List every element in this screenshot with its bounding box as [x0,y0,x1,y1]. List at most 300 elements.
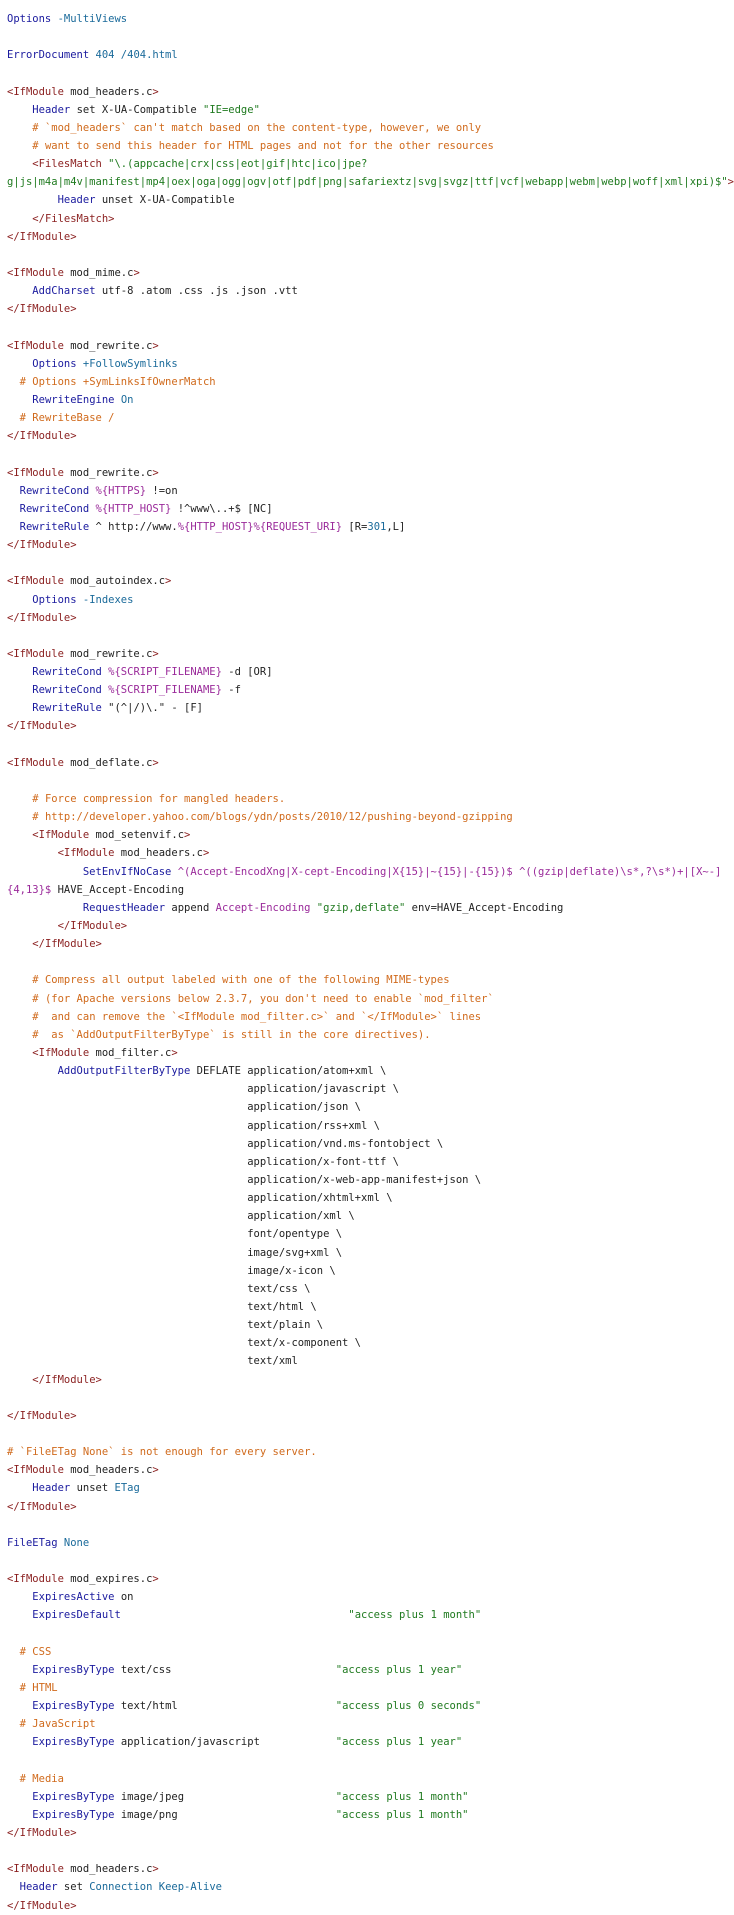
code-token: application/x-font-ttf \ [7,1155,399,1168]
code-token: > [133,266,140,279]
code-line [7,482,706,500]
code-token: RewriteRule [19,520,96,533]
code-token: mod_headers.c [120,847,203,860]
code-token: > [152,1573,159,1586]
code-token: <IfModule [7,575,71,588]
code-line [7,1534,706,1552]
code-token: # `FileETag None` is not enough for every server. [7,1446,317,1459]
code-token [7,104,32,116]
code-token: font/opentype \ [7,1228,343,1241]
code-token [7,1609,32,1621]
code-token: AddCharset [32,285,102,298]
code-token: Header [32,1482,77,1495]
code-line [7,1425,706,1443]
code-token: > [152,339,159,352]
code-token: <IfModule [7,1863,71,1876]
code-token: set [63,1881,90,1894]
code-token: ExpiresByType [32,1808,121,1821]
code-token: "access plus 1 month" [335,1790,469,1803]
code-line [7,155,706,173]
code-line [7,445,706,463]
code-line [7,282,706,300]
code-token: DEFLATE application/atom+xml \ [196,1065,387,1078]
code-token: application/rss+xml \ [7,1119,380,1132]
code-line [7,1280,706,1298]
code-line [7,1298,706,1316]
code-token [7,866,83,878]
code-token: "\.(appcache|crx|css|eot|gif|htc|ico|jpe? [108,158,368,171]
code-token: mod_headers.c [70,85,153,98]
code-token: # RewriteBase / [19,412,115,425]
code-token: application/javascript [120,1736,336,1749]
code-token: %{HTTP_HOST}%{REQUEST_URI} [177,520,343,533]
code-token: -MultiViews [57,13,128,25]
code-token: > [152,647,159,660]
code-token: </IfModule> [7,1827,77,1840]
code-line [7,1352,706,1370]
code-line [7,1498,706,1516]
code-line [7,699,706,717]
code-token [7,1809,32,1821]
code-token: application/javascript \ [7,1083,399,1096]
code-token [7,666,32,678]
code-line [7,1806,706,1824]
code-token: g|js|m4a|m4v|manifest|mp4|oex|oga|ogg|ogv|otf|pdf|png|safariextz|svg|svgz|ttf|vcf|webapp|webm|webp|woff|xml|xpi)$" [7,176,728,189]
code-token: <IfModule [57,847,121,860]
code-token: text/html \ [7,1300,317,1313]
code-token: ExpiresByType [32,1663,121,1676]
code-token: # CSS [19,1645,52,1658]
code-line [7,137,706,155]
code-line [7,83,706,101]
code-token: > [152,466,159,479]
code-token: > [165,575,172,588]
code-token: image/jpeg [120,1790,336,1803]
code-token: image/png [120,1808,336,1821]
code-line [7,717,706,735]
code-token: ^ http://www. [95,520,178,533]
code-token: <IfModule [7,756,71,769]
code-line [7,1752,706,1770]
code-line [7,1552,706,1570]
code-line [7,1117,706,1135]
code-line [7,1334,706,1352]
code-view [7,10,734,1915]
code-token: mod_mime.c [70,266,134,279]
code-line [7,1570,706,1588]
code-token [7,1011,32,1023]
code-token: unset X-UA-Compatible [101,194,235,207]
code-token: </IfModule> [7,230,77,243]
code-token: </IfModule> [32,938,102,951]
code-token: ExpiresByType [32,1790,121,1803]
code-line [7,1824,706,1842]
code-line [7,28,706,46]
code-line [7,373,706,391]
code-token [7,503,20,515]
code-token [7,993,32,1005]
code-token: "access plus 1 month" [348,1609,482,1622]
code-line [7,1697,706,1715]
code-token [7,194,58,206]
code-line [7,1389,706,1407]
code-token [7,1646,20,1658]
code-token: [R= [342,520,368,533]
code-token: text/css [120,1663,336,1676]
code-token: env=HAVE_Accept-Encoding [405,901,564,914]
code-token: # HTML [19,1681,58,1694]
code-line [7,536,706,554]
code-line [7,881,706,899]
code-token: </IfModule> [7,1899,77,1912]
code-token: </IfModule> [7,611,77,624]
code-token: On [120,393,134,406]
code-token [7,793,32,805]
code-line [7,355,706,373]
code-token: <IfModule [7,266,71,279]
code-token [7,485,20,497]
code-token: Header [19,1881,64,1894]
code-token [7,847,58,859]
code-token: mod_rewrite.c [70,647,153,660]
code-token [7,1700,32,1712]
code-line [7,119,706,137]
code-token [7,920,58,932]
code-token: # Force compression for mangled headers. [32,793,286,806]
code-token [7,1591,32,1603]
code-token: mod_filter.c [95,1047,172,1060]
code-line [7,1316,706,1334]
code-token: unset [76,1482,115,1495]
code-token: Options [32,357,83,370]
code-line [7,246,706,264]
code-token: AddOutputFilterByType [57,1065,197,1078]
code-line [7,1479,706,1497]
code-line [7,391,706,409]
code-token [7,376,20,388]
code-line [7,318,706,336]
code-token: %{SCRIPT_FILENAME} [108,684,222,697]
code-token [7,1791,32,1803]
code-line [7,1679,706,1697]
code-line [7,1262,706,1280]
code-token: </IfModule> [7,1409,77,1422]
code-token: > [184,829,191,842]
code-token: </IfModule> [7,303,77,316]
code-token [7,938,32,950]
code-token: <IfModule [32,829,96,842]
code-token: "access plus 0 seconds" [335,1700,482,1713]
code-token: </IfModule> [7,720,77,733]
code-token: <IfModule [7,466,71,479]
code-token: ,L] [386,520,406,533]
code-line [7,337,706,355]
code-token: </IfModule> [7,1500,77,1513]
code-token: # (for Apache versions below 2.3.7, you don't need to enable `mod_filter` [32,992,494,1005]
code-token: Header [32,103,77,116]
code-token: # `mod_headers` can't match based on the content-type, however, we only [32,121,482,134]
code-token: -f [221,684,241,697]
code-line [7,591,706,609]
code-line [7,1461,706,1479]
code-token: HAVE_Accept-Encoding [51,883,185,896]
code-token: application/x-web-app-manifest+json \ [7,1174,482,1186]
code-token: > [727,176,734,189]
code-token: mod_headers.c [70,1863,153,1876]
code-line [7,464,706,482]
code-token: </IfModule> [57,920,128,933]
code-token: <IfModule [7,647,71,660]
code-token: %{HTTPS} [95,484,147,497]
code-token: RequestHeader [82,901,172,914]
code-token: text/css \ [7,1282,311,1295]
code-token: # as `AddOutputFilterByType` is still in the core directives). [32,1028,431,1041]
code-token: mod_setenvif.c [95,829,185,842]
code-token: ExpiresByType [32,1736,121,1749]
code-token: mod_rewrite.c [70,339,153,352]
code-token: > [171,1047,178,1060]
code-token: > [152,1464,159,1477]
code-token [7,122,32,134]
code-line [7,1733,706,1751]
code-token: Options [7,13,58,25]
code-token: FileETag [7,1536,64,1549]
code-line [7,953,706,971]
code-token: Connection Keep-Alive [89,1881,222,1894]
code-token: <IfModule [32,1047,96,1060]
code-token: Accept-Encoding [215,901,317,914]
code-line [7,935,706,953]
code-token: "(^|/)\." - [F] [108,702,203,715]
code-line [7,1770,706,1788]
code-token: # and can remove the `<IfModule mod_filter.c>` and `</IfModule>` lines [32,1010,482,1023]
code-token: # http://developer.yahoo.com/blogs/ydn/posts/2010/12/pushing-beyond-gzipping [32,811,513,824]
code-token: !^www\..+$ [NC] [171,502,273,515]
code-token [7,1029,32,1041]
code-line [7,1407,706,1425]
code-token [7,702,32,714]
code-token [7,1374,32,1386]
code-token: +FollowSymlinks [82,357,178,370]
code-line [7,1643,706,1661]
code-token [7,521,20,533]
code-token [7,140,32,152]
code-token: {4,13}$ [7,883,52,896]
code-token [7,1773,20,1785]
code-token [7,1482,32,1494]
code-line [7,1516,706,1534]
code-line [7,736,706,754]
code-line [7,917,706,935]
code-line [7,899,706,917]
code-line [7,191,706,209]
code-token: # want to send this header for HTML pages and not for the other resources [32,139,494,152]
code-token: Options [32,593,83,606]
code-line [7,1443,706,1461]
code-token: RewriteCond [19,484,96,497]
code-token: image/svg+xml \ [7,1246,343,1259]
code-line [7,971,706,989]
code-line [7,64,706,82]
code-line [7,1026,706,1044]
code-token: RewriteEngine [32,393,121,406]
code-line [7,1788,706,1806]
code-line [7,609,706,627]
code-token [7,811,32,823]
code-line [7,1878,706,1896]
code-token [121,1609,349,1621]
code-token: "IE=edge" [203,103,260,116]
code-token: RewriteRule [32,702,109,715]
code-token [7,1881,20,1893]
code-token: ExpiresDefault [32,1609,121,1622]
code-line [7,863,722,881]
code-line [7,518,706,536]
code-token: text/html [120,1700,336,1713]
code-token: application/xml \ [7,1210,355,1223]
code-token: utf-8 .atom .css .js .json .vtt [101,285,298,298]
code-line [7,1588,706,1606]
code-line [7,790,706,808]
code-token [7,1682,20,1694]
code-token: </IfModule> [7,539,77,552]
code-line [7,754,706,772]
code-token: append [171,901,216,914]
code-token: > [202,847,210,860]
code-line [7,1135,706,1153]
code-token: </FilesMatch> [32,212,115,225]
code-token: mod_rewrite.c [70,466,153,479]
code-token: text/xml [7,1355,298,1368]
code-token: text/x-component \ [7,1337,362,1350]
code-token: RewriteCond [19,502,96,515]
code-token: "access plus 1 month" [335,1808,469,1821]
code-token: "access plus 1 year" [335,1663,463,1676]
code-token [7,1664,32,1676]
code-token: ^((gzip|deflate)\s*,?\s*)+|[X~-] [519,865,722,878]
code-line [7,826,706,844]
code-token: # Options +SymLinksIfOwnerMatch [19,375,216,388]
code-token [7,1718,20,1730]
code-token [7,358,32,370]
code-token [7,974,32,986]
code-line [7,1606,706,1624]
code-token: %{HTTP_HOST} [95,502,172,515]
code-line [7,228,706,246]
code-token: <IfModule [7,1464,71,1477]
code-token: > [152,756,159,769]
code-token: RewriteCond [32,666,109,679]
code-line [7,1715,706,1733]
code-token [7,158,32,170]
code-token: </IfModule> [32,1373,102,1386]
code-line [7,1171,706,1189]
code-token: mod_deflate.c [70,756,153,769]
code-token [7,213,32,225]
code-token [7,285,32,297]
code-token: image/x-icon \ [7,1264,336,1277]
code-token: ExpiresActive [32,1591,121,1604]
code-token: "gzip,deflate" [316,901,406,914]
code-line [7,572,706,590]
code-token [7,829,32,841]
code-line [7,1897,706,1915]
code-line [7,772,706,790]
code-token [7,412,20,424]
code-token [7,1065,58,1077]
code-token: </IfModule> [7,430,77,443]
code-line [7,808,706,826]
code-line [7,46,706,64]
code-line [7,427,706,445]
code-token: text/plain \ [7,1319,324,1332]
code-token: mod_autoindex.c [70,575,166,588]
code-line [7,264,706,282]
code-token: mod_expires.c [70,1573,153,1586]
code-token: application/json \ [7,1101,362,1114]
code-line [7,101,706,119]
code-token: <FilesMatch [32,158,109,171]
code-line [7,1225,706,1243]
code-token: # Media [19,1772,64,1785]
code-line [7,554,706,572]
code-token: mod_headers.c [70,1464,153,1477]
code-token: set X-UA-Compatible [76,103,203,116]
code-token: -Indexes [82,593,134,606]
code-token [7,594,32,606]
code-token: ErrorDocument [7,49,96,62]
code-line [7,173,734,191]
code-token: !=on [146,484,178,497]
code-token: 301 [367,520,387,533]
code-line [7,300,706,318]
code-token: # JavaScript [19,1718,96,1731]
code-token: %{SCRIPT_FILENAME} [108,666,222,679]
code-line [7,1661,706,1679]
code-token: application/vnd.ms-fontobject \ [7,1137,444,1150]
code-token: > [152,1863,159,1876]
code-token: <IfModule [7,85,71,98]
code-token: on [120,1591,134,1604]
code-token [7,1047,32,1059]
code-token: ExpiresByType [32,1700,121,1713]
code-token: RewriteCond [32,684,109,697]
code-line [7,663,706,681]
code-line [7,1371,706,1389]
code-token [7,684,32,696]
code-line [7,645,706,663]
code-line [7,1842,706,1860]
code-token: ETag [114,1482,140,1495]
code-token: "access plus 1 year" [335,1736,463,1749]
code-token [7,394,32,406]
code-line [7,10,706,28]
code-line [7,1625,706,1643]
code-line [7,627,706,645]
code-token: <IfModule [7,339,71,352]
code-line [7,1244,706,1262]
code-line [7,409,706,427]
code-token: <IfModule [7,1573,71,1586]
code-line [7,210,706,228]
code-line [7,681,706,699]
code-line [7,500,706,518]
code-token: ^(Accept-EncodXng|X-cept-Encoding|X{15}|~{15}|-{15})$ [177,865,513,878]
code-line [7,1008,706,1026]
code-line [7,990,706,1008]
code-line [7,1860,706,1878]
code-token: None [63,1536,90,1549]
